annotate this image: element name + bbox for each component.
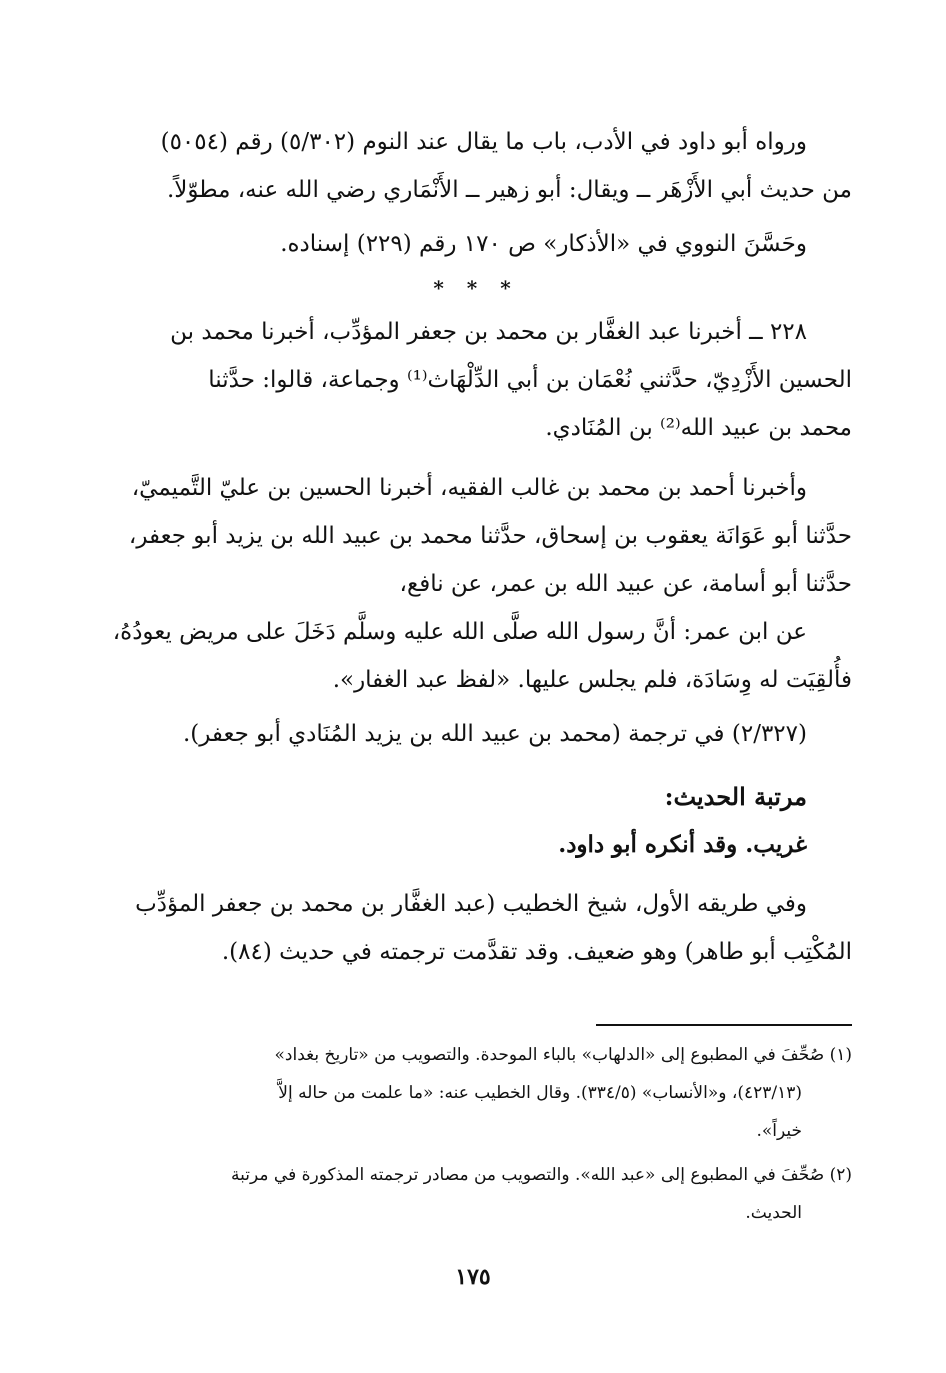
text-line: وفي طريقه الأول، شيخ الخطيب (عبد الغفَّار بن محمد بن جعفر المؤدِّب [135, 891, 807, 917]
paragraph-nawawi: وحَسَّنَ النووي في «الأذكار» ص ١٧٠ رقم (٢٢٩) إسناده. [280, 231, 807, 257]
footnotes [100, 1036, 852, 1232]
page-number: ١٧٥ [455, 1264, 491, 1290]
text-line: فأُلقِيَت له وِسَادَة، فلم يجلس عليها. «لفظ عبد الغفار». [332, 667, 852, 693]
grade-discussion [100, 880, 852, 976]
hadith-228-second-isnad [100, 464, 852, 608]
text-line: حدَّثنا أبو عَوَانَة يعقوب بن إسحاق، حدَّثنا محمد بن عبيد الله بن يزيد أبو جعفر، [128, 523, 852, 549]
footnote-divider [596, 1024, 852, 1026]
text-line: من حديث أبي الأَزْهَر ــ ويقال: أبو زهير ــ الأَنْمَاري رضي الله عنه، مطوّلاً. [166, 177, 852, 203]
hadith-228-isnad [100, 308, 852, 452]
section-separator: * * * [433, 276, 519, 300]
text-line: الحسين الأَزْدِيّ، حدَّثني نُعْمَان بن أبي الدِّلْهَاث⁽¹⁾ وجماعة، قالوا: حدَّثنا [208, 367, 852, 393]
text-line: ورواه أبو داود في الأدب، باب ما يقال عند النوم (٥/٣٠٢) رقم (٥٠٥٤) [160, 129, 807, 155]
footnote-2 [100, 1156, 852, 1232]
footnote-line: خيراً». [756, 1121, 802, 1141]
source-reference: (٢/٣٢٧) في ترجمة (محمد بن عبيد الله بن يزيد المُنَادي أبو جعفر). [182, 721, 807, 747]
footnote-line: (٤٢٣/١٣)، و«الأنساب» (٣٣٤/٥). وقال الخطيب عنه: «ما علمت من حاله إلاَّ [278, 1083, 802, 1103]
grade-heading: مرتبة الحديث: [664, 782, 807, 811]
text-line: حدَّثنا أبو أسامة، عن عبيد الله بن عمر، عن نافع، [399, 571, 852, 597]
text-line: محمد بن عبيد الله⁽²⁾ بن المُنَادي. [545, 415, 852, 441]
footnote-line: الحديث. [745, 1203, 802, 1223]
footnote-line: (٢) صُحِّفَ في المطبوع إلى «عبد الله». والتصويب من مصادر ترجمته المذكورة في مرتبة [231, 1165, 852, 1185]
footnote-1 [100, 1036, 852, 1150]
text-line: وأخبرنا أحمد بن محمد بن غالب الفقيه، أخبرنا الحسين بن عليّ التَّميميّ، [131, 475, 807, 501]
text-line: ٢٢٨ ــ أخبرنا عبد الغفَّار بن محمد بن جعفر المؤدِّب، أخبرنا محمد بن [170, 319, 807, 345]
text-line: المُكْتِب أبو طاهر) وهو ضعيف. وقد تقدَّمت ترجمته في حديث (٨٤). [221, 939, 852, 965]
main-text [100, 118, 852, 976]
footnote-line: (١) صُحِّفَ في المطبوع إلى «الدلهاب» بالباء الموحدة. والتصويب من «تاريخ بغداد» [274, 1045, 852, 1065]
paragraph-abu-dawud [100, 118, 852, 214]
grade-text: غريب. وقد أنكره أبو داود. [558, 831, 807, 858]
hadith-228-matn [100, 608, 852, 704]
text-line: عن ابن عمر: أنَّ رسول الله صلَّى الله عليه وسلَّم دَخَلَ على مريض يعودُهُ، [112, 619, 807, 645]
